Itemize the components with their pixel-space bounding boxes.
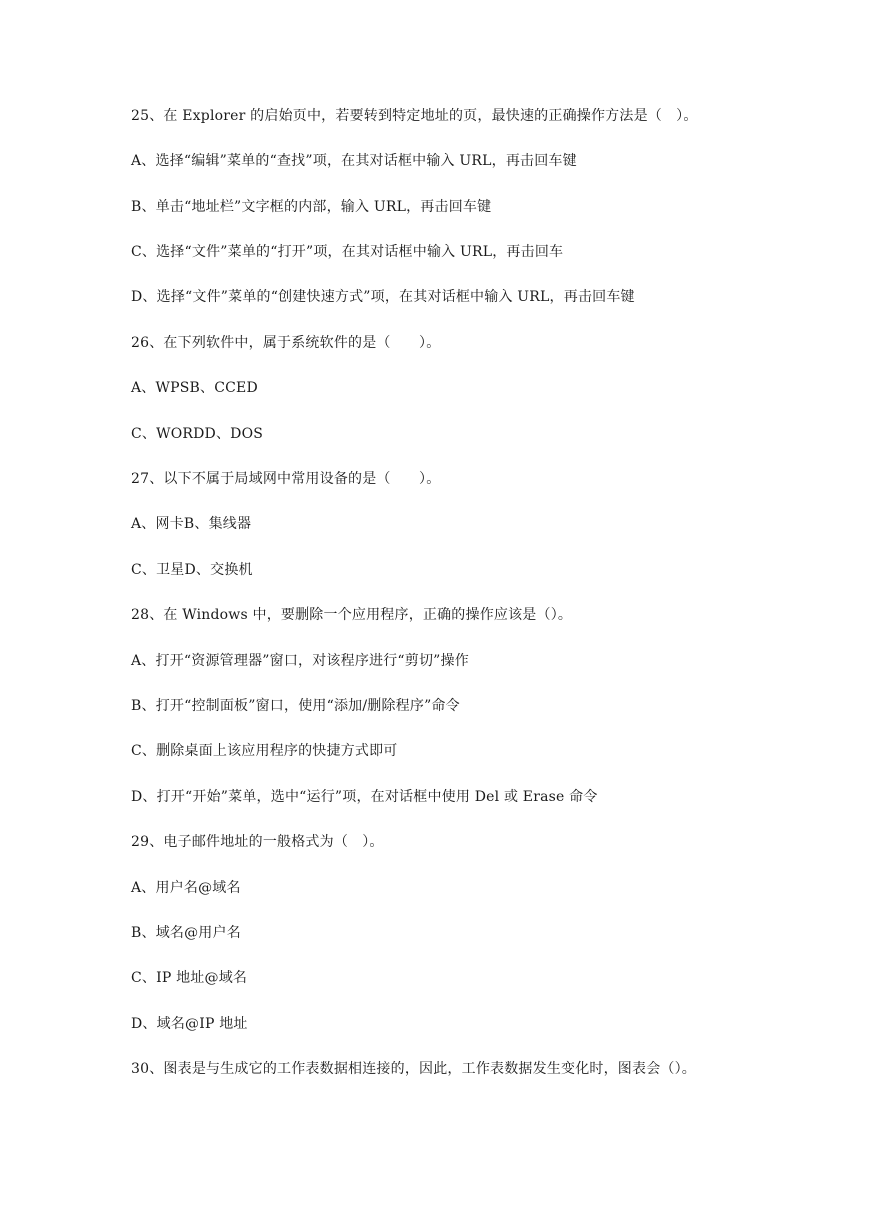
question-25-option-c: C、选择“文件”菜单的“打开”项，在其对话框中输入 URL，再击回车 [131, 244, 564, 260]
question-27: 27、以下不属于局域网中常用设备的是（ ）。 [131, 471, 441, 487]
question-25-option-a: A、选择“编辑”菜单的“查找”项，在其对话框中输入 URL，再击回车键 [131, 153, 577, 169]
question-29-option-a: A、用户名@域名 [131, 880, 241, 896]
question-25-option-b: B、单击“地址栏”文字框的内部，输入 URL，再击回车键 [131, 199, 492, 215]
question-27-options-ab: A、网卡B、集线器 [131, 516, 252, 532]
question-28-option-d: D、打开“开始”菜单，选中“运行”项，在对话框中使用 Del 或 Erase 命令 [131, 789, 598, 805]
question-26-options-ab: A、WPSB、CCED [131, 380, 258, 396]
question-28-option-c: C、删除桌面上该应用程序的快捷方式即可 [131, 743, 398, 759]
question-29: 29、电子邮件地址的一般格式为（ ）。 [131, 834, 384, 850]
question-28: 28、在 Windows 中，要删除一个应用程序，正确的操作应该是（）。 [131, 607, 573, 623]
question-29-option-d: D、域名@IP 地址 [131, 1016, 248, 1032]
question-29-option-b: B、域名@用户名 [131, 925, 241, 941]
question-25: 25、在 Explorer 的启始页中，若要转到特定地址的页，最快速的正确操作方法是（ ）。 [131, 108, 698, 124]
question-28-option-b: B、打开“控制面板”窗口，使用“添加/删除程序”命令 [131, 698, 460, 714]
question-29-option-c: C、IP 地址@域名 [131, 970, 248, 986]
question-25-option-d: D、选择“文件”菜单的“创建快速方式”项，在其对话框中输入 URL，再击回车键 [131, 289, 635, 305]
question-26: 26、在下列软件中，属于系统软件的是（ ）。 [131, 335, 441, 351]
question-27-options-cd: C、卫星D、交换机 [131, 562, 253, 578]
question-26-options-cd: C、WORDD、DOS [131, 426, 264, 442]
question-30: 30、图表是与生成它的工作表数据相连接的，因此，工作表数据发生变化时，图表会（）。 [131, 1061, 697, 1077]
question-28-option-a: A、打开“资源管理器”窗口，对该程序进行“剪切”操作 [131, 653, 469, 669]
